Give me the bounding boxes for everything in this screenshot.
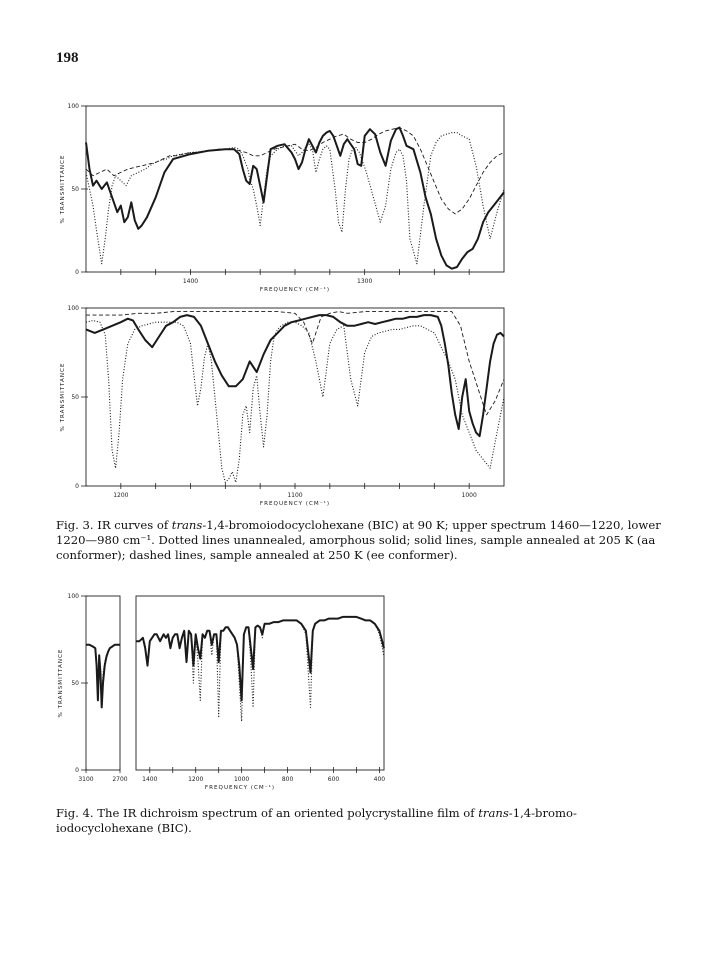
figure-3-caption-label: Fig. 3. [56, 518, 94, 532]
figure-3-caption [56, 518, 668, 564]
fig3-upper-xlabel: FREQUENCY (CM⁻¹) [259, 287, 331, 293]
fig3-lower-series-dotted [86, 321, 504, 483]
fig3-upper-series-solid [86, 128, 504, 269]
figure-4-caption-italic: trans [478, 806, 509, 820]
fig3-lower-y-tick-label: 0 [75, 483, 79, 490]
fig3-lower-xlabel: FREQUENCY (CM⁻¹) [259, 501, 331, 507]
fig4-y-tick-label: 50 [71, 680, 79, 687]
fig4-left-x-tick-label: 2700 [112, 776, 128, 783]
fig4-left-x-tick-label: 3100 [78, 776, 94, 783]
figure-4-caption-pre: The IR dichroism spectrum of an oriented polycrystalline film of [93, 806, 479, 820]
fig3-upper-frame [86, 106, 504, 272]
fig4-right-series-solid [136, 617, 384, 701]
fig4-right-frame [136, 596, 384, 770]
fig3-upper-y-tick-label: 100 [67, 103, 79, 110]
fig4-right-x-tick-label: 600 [327, 776, 340, 783]
fig3-upper-y-tick-label: 50 [71, 186, 79, 193]
fig4-left-series-solid [86, 645, 120, 708]
fig3-upper-x-tick-label: 1400 [182, 278, 199, 285]
fig3-upper-y-tick-label: 0 [75, 269, 79, 276]
fig3-upper-ylabel: % TRANSMITTANCE [60, 154, 66, 224]
fig4-left-frame [86, 596, 120, 770]
fig3-lower-ylabel: % TRANSMITTANCE [60, 362, 66, 432]
fig4-right-x-tick-label: 800 [281, 776, 294, 783]
fig4-right-series-dotted [136, 617, 384, 721]
figure-4-caption [56, 806, 668, 836]
fig3-lower-x-tick-label: 1100 [287, 492, 303, 499]
fig3-lower-frame [86, 308, 504, 486]
figure-4-caption-label: Fig. 4. [56, 806, 94, 820]
fig3-lower-x-tick-label: 1200 [113, 492, 129, 499]
figure-3-caption-post: -1,4-bromoiodocyclohexane (BIC) at 90 K; upper spectrum 1460—1220, lower 1220—980 cm⁻¹. Dotted lines unannealed, amorphous solid; solid lines, sample annealed at 205 K (aa conformer); dashed lines, sample annealed at 250 K (ee conformer). [56, 518, 661, 563]
fig3-lower-y-tick-label: 50 [71, 394, 79, 401]
fig3-lower-series-solid [86, 315, 504, 436]
fig3-upper-x-tick-label: 1300 [357, 278, 373, 285]
fig4-right-x-tick-label: 400 [373, 776, 386, 783]
fig3-upper-series-dashed [86, 128, 504, 214]
fig4-xlabel: FREQUENCY (CM⁻¹) [204, 785, 276, 791]
fig4-right-x-tick-label: 1400 [142, 776, 158, 783]
fig3-upper-series-dotted [86, 133, 504, 264]
fig4-left-series-dotted [86, 645, 120, 697]
fig3-lower-series-dashed [86, 312, 504, 415]
fig4-right-x-tick-label: 1200 [188, 776, 204, 783]
figure-4-caption-post: -1,4-bromoiodocyclohexane (BIC). [56, 806, 577, 836]
fig4-y-tick-label: 0 [75, 767, 79, 774]
fig4-ylabel: % TRANSMITTANCE [58, 648, 64, 718]
figure-3-caption-pre: IR curves of [93, 518, 172, 532]
fig3-lower-x-tick-label: 1000 [461, 492, 477, 499]
fig3-lower-y-tick-label: 100 [67, 305, 79, 312]
fig4-y-tick-label: 100 [67, 593, 79, 600]
fig4-right-x-tick-label: 1000 [233, 776, 250, 783]
figure-3-caption-italic: trans [171, 518, 203, 532]
page-number: 198 [56, 50, 79, 66]
